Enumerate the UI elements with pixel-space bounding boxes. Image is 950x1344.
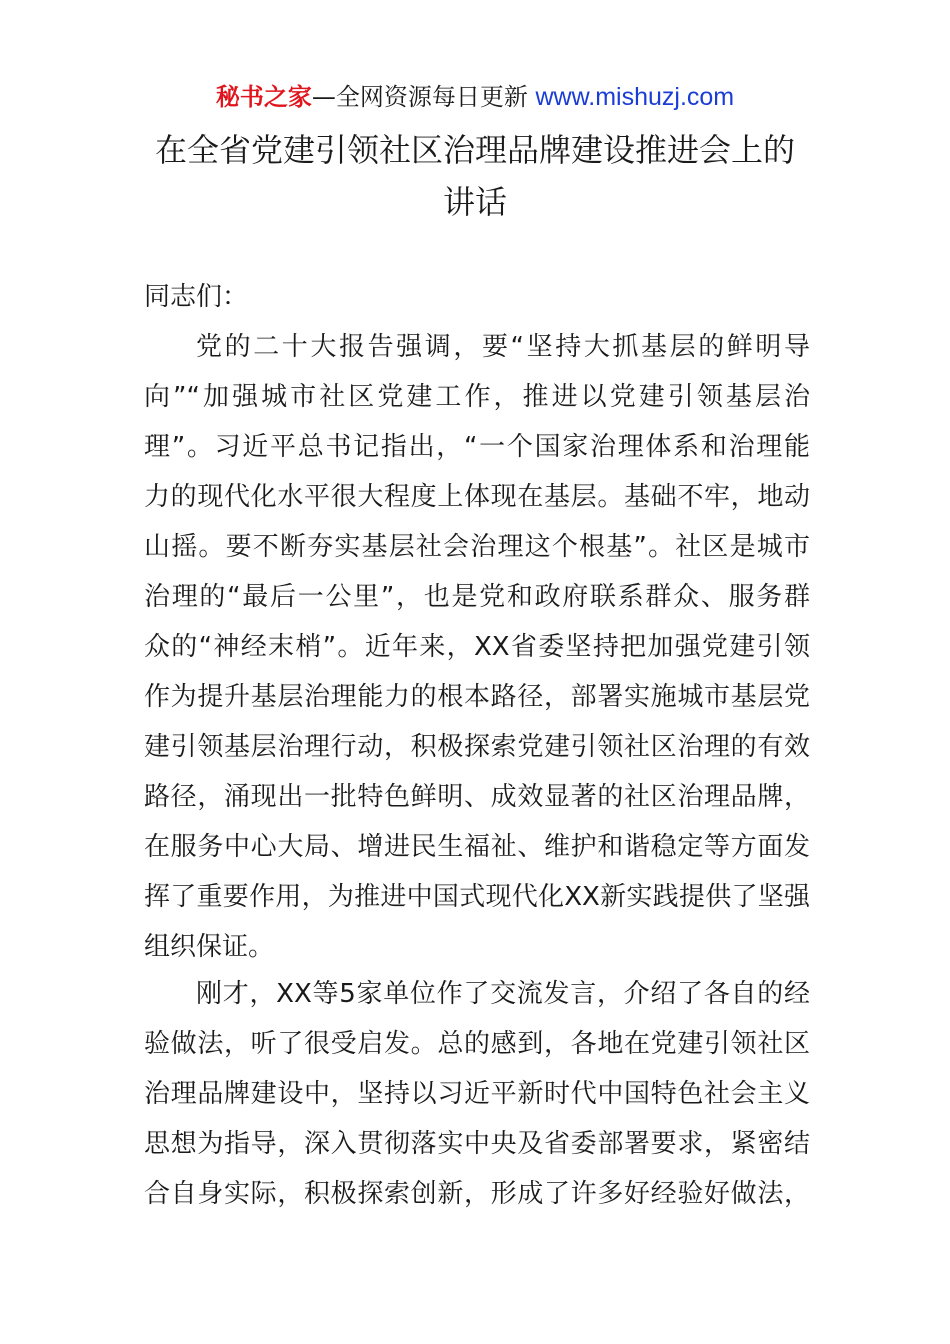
paragraph-line: 刚才，XX等5家单位作了交流发言，介绍了各自的经 — [196, 979, 810, 1009]
paragraph-line: 治理的“最后一公里”，也是党和政府联系群众、服务群 — [144, 582, 810, 612]
paragraph-line: 组织保证。 — [144, 932, 275, 962]
paragraph-line: 山摇。要不断夯实基层社会治理这个根基”。社区是城市 — [144, 532, 810, 562]
paragraph-line: 力的现代化水平很大程度上体现在基层。基础不牢，地动 — [144, 482, 810, 512]
paragraph-line: 众的“神经末梢”。近年来，XX省委坚持把加强党建引领 — [144, 632, 810, 662]
salutation — [144, 272, 810, 322]
site-tagline: —全网资源每日更新 — [311, 83, 536, 111]
paragraph-line: 路径，涌现出一批特色鲜明、成效显著的社区治理品牌， — [144, 782, 810, 812]
title-line-1: 在全省党建引领社区治理品牌建设推进会上的 — [154, 131, 795, 169]
document-title — [140, 124, 810, 228]
title-line-2: 讲话 — [442, 183, 507, 221]
paragraph-line: 理”。习近平总书记指出，“一个国家治理体系和治理能 — [144, 432, 810, 462]
paragraph-line: 在服务中心大局、增进民生福祉、维护和谐稳定等方面发 — [144, 832, 810, 862]
paragraph-line: 验做法，听了很受启发。总的感到，各地在党建引领社区 — [144, 1029, 810, 1059]
paragraph-line: 党的二十大报告强调，要“坚持大抓基层的鲜明导 — [196, 332, 810, 362]
paragraph-line: 治理品牌建设中，坚持以习近平新时代中国特色社会主义 — [144, 1079, 810, 1109]
site-header — [0, 82, 950, 112]
paragraph-1 — [144, 322, 810, 972]
paragraph-line: 挥了重要作用，为推进中国式现代化XX新实践提供了坚强 — [144, 882, 810, 912]
site-brand: 秘书之家 — [215, 83, 312, 111]
paragraph-line: 思想为指导，深入贯彻落实中央及省委部署要求，紧密结 — [144, 1129, 810, 1159]
paragraph-line: 合自身实际，积极探索创新，形成了许多好经验好做法， — [144, 1179, 810, 1209]
paragraph-line: 建引领基层治理行动，积极探索党建引领社区治理的有效 — [144, 732, 810, 762]
paragraph-line: 向”“加强城市社区党建工作，推进以党建引领基层治 — [144, 382, 810, 412]
site-url-link[interactable]: www.mishuzj.com — [535, 83, 735, 111]
salutation-text: 同志们： — [144, 282, 249, 312]
paragraph-2 — [144, 969, 810, 1219]
paragraph-line: 作为提升基层治理能力的根本路径，部署实施城市基层党 — [144, 682, 810, 712]
